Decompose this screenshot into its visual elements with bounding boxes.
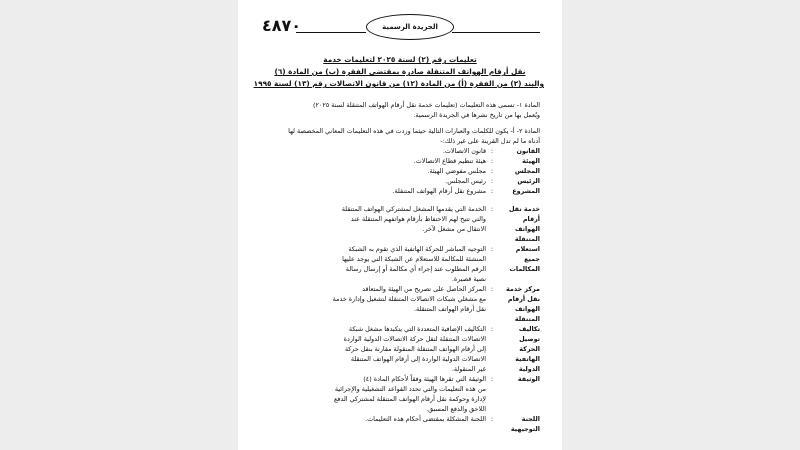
header-rule-right: [452, 32, 540, 33]
definition-text-line: لإدارة وحوكمة نقل أرقام الهواتف المتنقلة لمشتركي الدفع: [334, 395, 486, 403]
definition-text-line: والتي تتيح لهم الاحتفاظ بأرقام هواتفهم المتنقلة عند: [350, 215, 486, 223]
article-1-line-2: ويُعمل بها من تاريخ نشرها في الجريدة الرسمية.: [413, 111, 540, 119]
definition-colon: :: [490, 167, 494, 175]
definition-term: المشروع: [512, 187, 540, 195]
definition-text: [260, 186, 486, 196]
definition-colon: :: [490, 205, 494, 213]
definition-colon: :: [490, 375, 494, 383]
definition-text-line: نصية قصيرة.: [451, 275, 486, 283]
definition-text: [260, 374, 486, 414]
definition-row: [260, 166, 540, 176]
definition-text-line: من هذه التعليمات والتي تحدد القواعد التشغيلية والإجرائية: [334, 385, 486, 393]
header-rule-left: [296, 32, 366, 33]
definition-row: [260, 204, 540, 244]
definition-text: [260, 146, 486, 156]
definition-text: [260, 414, 486, 434]
definition-text-line: إلى أرقام الهواتف المتنقلة المنقولة مقارنة بنقل حركة: [344, 345, 486, 353]
definition-row: [260, 186, 540, 196]
definition-term: مركز خدمة نقل أرقام الهواتف المتنقلة: [506, 285, 540, 323]
definition-text-line: التكاليف الإضافية المتعددة التي يتكبدها مشغل شبكة: [348, 325, 486, 333]
definition-colon: :: [490, 147, 494, 155]
definition-term: استعلام جميع المكالمات: [509, 245, 540, 273]
definition-text-line: الانتقال من مشغل لآخر.: [422, 225, 486, 233]
definition-text: [260, 284, 486, 324]
definition-text-line: غير المنقولة.: [451, 365, 486, 373]
publication-name-badge: الجريدة الرسمية: [366, 14, 454, 40]
definition-term: الوثيقة: [517, 375, 540, 383]
definition-text-line: المركز الحاصل على تصريح من الهيئة والمتعاقد: [362, 285, 486, 293]
definition-text: [260, 156, 486, 166]
definition-text-line: مع مشغلي شبكات الاتصالات المتنقلة لتشغيل وإدارة خدمة: [332, 295, 486, 303]
article-1-line-1: المادة ١- تسمى هذه التعليمات (تعليمات خدمة نقل أرقام الهواتف المتنقلة لسنة ٢٠٢٥): [313, 101, 540, 109]
definition-term: القانون: [516, 147, 540, 155]
definition-text-line: مجلس مفوضي الهيئة.: [427, 167, 486, 175]
definition-row: [260, 284, 540, 324]
article-2-line-1: المادة ٢- أ- يكون للكلمات والعبارات التالية حيثما وردت في هذه التعليمات المعاني المخصصة لها: [288, 127, 540, 135]
page-number: ٤٨٧٠: [262, 16, 302, 35]
definition-text-line: قانون الاتصالات.: [442, 147, 486, 155]
definition-row: [260, 156, 540, 166]
definition-text: [260, 204, 486, 244]
definition-term: اللجنة التوجيهية: [510, 415, 540, 433]
definition-text-line: اللجنة المشكلة بمقتضى أحكام هذه التعليمات.: [365, 415, 486, 423]
definition-text: [260, 166, 486, 176]
title-line-1: تعليمات رقم (٢) لسنة ٢٠٢٥ لتعليمات خدمة: [323, 55, 477, 64]
definition-text-line: نقل أرقام الهواتف المتنقلة.: [414, 305, 486, 313]
definition-colon: :: [490, 325, 494, 333]
definition-row: [260, 374, 540, 414]
article-1: [260, 100, 540, 120]
title-line-2: نقل أرقام الهواتف المتنقلة صادرة بمقتضى الفقرة (ب) من المادة (٦): [274, 67, 526, 76]
definition-text: [260, 244, 486, 284]
definition-term: الرئيس: [517, 177, 540, 185]
definitions-gap: [260, 196, 540, 204]
definition-term: الهيئة: [522, 157, 540, 165]
definition-text-line: الخدمة التي يقدمها المشغل لمشتركي الهواتف المتنقلة: [341, 205, 486, 213]
article-2-line-2: أدناه ما لم تدل القرينة على غير ذلك:-: [440, 137, 540, 145]
definition-row: [260, 414, 540, 434]
definition-colon: :: [490, 285, 494, 293]
definition-colon: :: [490, 187, 494, 195]
definition-text-line: التوجيه المباشر للحركة الهاتفية الذي تقوم به الشبكة: [348, 245, 486, 253]
title-line-3: والبند (٢) من الفقرة (أ) من المادة (١٢) من قانون الاتصالات رقم (١٣) لسنة ١٩٩٥: [253, 79, 544, 88]
definitions-list: [260, 146, 540, 434]
definition-text-line: رئيس المجلس.: [445, 177, 486, 185]
definition-colon: :: [490, 245, 494, 253]
page-header: [238, 10, 562, 44]
definition-row: [260, 176, 540, 186]
definition-text: [260, 324, 486, 374]
definition-text-line: اللاحق والدفع المسبق.: [426, 405, 486, 413]
definition-text-line: مشروع نقل أرقام الهواتف المتنقلة.: [392, 187, 486, 195]
document-page: [238, 0, 562, 450]
definition-text-line: الاتصالات المتنقلة لنقل حركة الاتصالات الدولية الواردة: [343, 335, 486, 343]
definition-term: خدمة نقل أرقام الهواتف المتنقلة: [508, 205, 540, 243]
definition-term: تكاليف توصيل الحركة الهاتفية الدولية: [515, 325, 540, 373]
definition-row: [260, 146, 540, 156]
article-2: [260, 126, 540, 146]
definition-text-line: الرقم المطلوب عند إجراء أي مكالمة أو إرسال رسالة: [345, 265, 486, 273]
definition-colon: :: [490, 157, 494, 165]
definition-text-line: المنشئة للمكالمة للاستعلام عن الشبكة التي يوجد عليها: [342, 255, 486, 263]
definition-row: [260, 324, 540, 374]
definition-text-line: الاتصالات الدولية الواردة إلى أرقام الهواتف المتنقلة: [350, 355, 486, 363]
definition-text-line: الوثيقة التي تقرها الهيئة وفقاً لأحكام المادة (٤): [363, 375, 486, 383]
definition-row: [260, 244, 540, 284]
document-title: [253, 54, 544, 90]
definition-colon: :: [490, 415, 494, 423]
definition-text: [260, 176, 486, 186]
definition-colon: :: [490, 177, 494, 185]
definition-term: المجلس: [514, 167, 540, 175]
definition-text-line: هيئة تنظيم قطاع الاتصالات.: [413, 157, 486, 165]
